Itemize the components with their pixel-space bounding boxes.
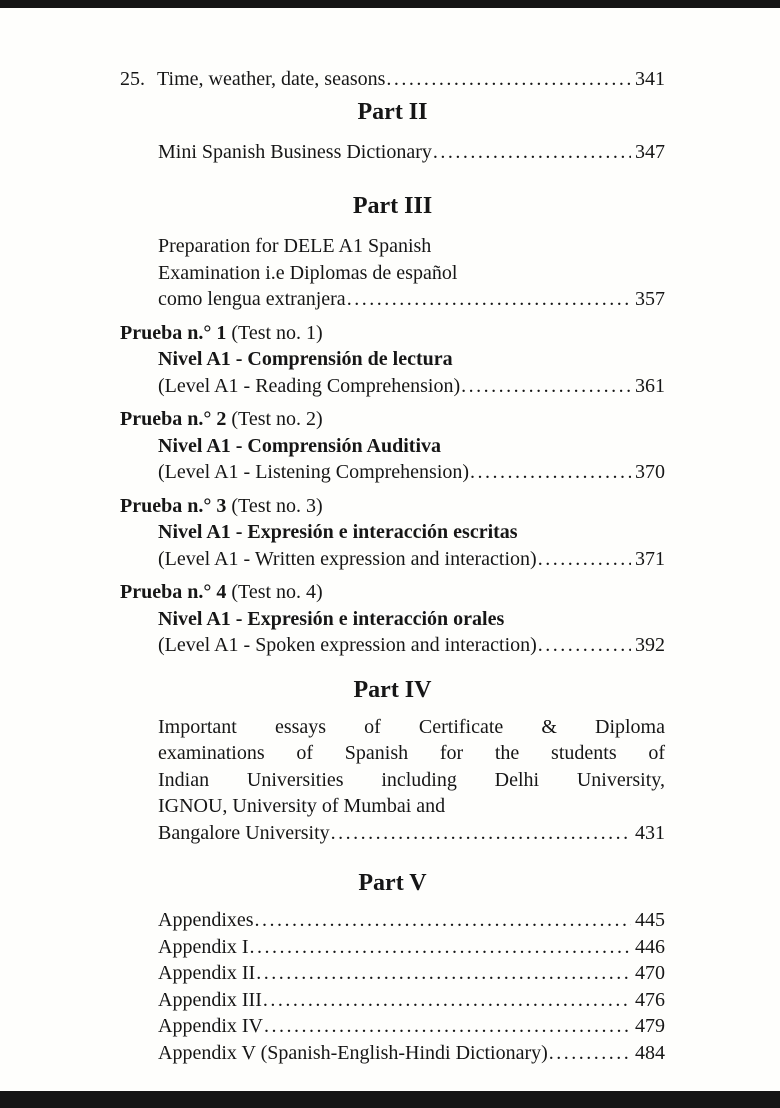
intro-last-line <box>158 286 665 313</box>
test-entry-2 <box>120 406 665 486</box>
appendix-entry <box>158 1040 665 1067</box>
toc-entry-page: 347 <box>635 140 665 163</box>
toc-entry-page: 446 <box>635 935 665 958</box>
toc-entry-label: como lengua extranjera <box>158 288 346 310</box>
dot-leader <box>549 1040 631 1067</box>
toc-entry-label: (Level A1 - Reading Comprehension) <box>158 374 461 397</box>
mini-dictionary-entry <box>158 139 665 166</box>
toc-entry-page: 479 <box>635 1015 665 1037</box>
appendix-entry <box>158 960 665 987</box>
part-iii-heading: Part III <box>352 193 433 219</box>
toc-entry-label: Mini Spanish Business Dictionary <box>158 140 432 163</box>
toc-entry-label: Appendixes <box>158 909 254 931</box>
appendix-list <box>158 907 665 1066</box>
toc-entry-page: 392 <box>635 634 665 656</box>
appendix-entry <box>158 934 665 961</box>
toc-entry-page: 445 <box>635 909 665 931</box>
dot-leader <box>538 632 631 659</box>
toc-entry-page: 357 <box>635 288 665 310</box>
intro-line: Examination i.e Diplomas de español <box>158 261 458 284</box>
toc-entry-label: Appendix V (Spanish-English-Hindi Dictionary) <box>158 1041 548 1064</box>
scan-edge-bottom <box>0 1091 780 1108</box>
part-iv-paragraph <box>158 714 665 847</box>
test-translation-line <box>158 459 665 486</box>
test-subtitle: Nivel A1 - Expresión e interacción escritas <box>158 521 518 543</box>
test-title-note: (Test no. 4) <box>231 581 323 603</box>
test-subtitle: Nivel A1 - Comprensión Auditiva <box>158 434 441 457</box>
test-entry-3 <box>120 493 665 573</box>
toc-content <box>120 0 665 1066</box>
appendix-entry <box>158 1013 665 1040</box>
paragraph-last-line <box>158 820 665 847</box>
toc-entry-page: 476 <box>635 988 665 1011</box>
toc-entry-page: 361 <box>635 374 665 397</box>
test-title-note: (Test no. 3) <box>231 494 323 517</box>
dot-leader <box>264 1013 631 1040</box>
dot-leader <box>538 546 631 573</box>
toc-entry-label: (Level A1 - Listening Comprehension) <box>158 461 470 483</box>
toc-entry-label: (Level A1 - Spoken expression and interaction) <box>158 634 537 656</box>
toc-entry-label: Time, weather, date, seasons <box>157 68 386 90</box>
test-title-bold: Prueba n.° 1 <box>120 321 227 344</box>
paragraph-line: Indian Universities including Delhi University, <box>158 768 665 791</box>
toc-entry-label: (Level A1 - Written expression and interaction) <box>158 547 537 570</box>
test-translation-line <box>158 373 665 400</box>
part-ii-heading: Part II <box>357 98 428 125</box>
test-title <box>120 493 665 520</box>
dot-leader <box>263 987 631 1014</box>
toc-entry-25 <box>120 66 665 93</box>
dot-leader <box>255 907 631 934</box>
dot-leader <box>250 934 631 961</box>
toc-entry-number: 25. <box>120 68 145 90</box>
test-title-bold: Prueba n.° 3 <box>120 494 227 517</box>
toc-entry-page: 370 <box>635 461 665 483</box>
paragraph-line: examinations of Spanish for the students of <box>158 742 665 764</box>
test-entry-1 <box>120 320 665 400</box>
toc-entry-page: 341 <box>635 68 665 90</box>
test-title-note: (Test no. 1) <box>231 321 323 344</box>
part-iv-heading: Part IV <box>353 676 432 703</box>
test-title <box>120 579 665 606</box>
part-v-heading: Part V <box>358 870 427 896</box>
test-title-bold: Prueba n.° 2 <box>120 408 227 430</box>
toc-entry-label: Appendix II <box>158 962 256 984</box>
test-entry-4 <box>120 579 665 659</box>
test-subtitle: Nivel A1 - Comprensión de lectura <box>158 348 453 370</box>
toc-entry-page: 470 <box>635 962 665 984</box>
test-title-note: (Test no. 2) <box>231 408 323 430</box>
dot-leader <box>331 820 631 847</box>
dot-leader <box>256 960 631 987</box>
test-title <box>120 406 665 433</box>
dot-leader <box>470 459 631 486</box>
test-translation-line <box>158 546 665 573</box>
toc-entry-label: Bangalore University <box>158 821 330 844</box>
paragraph-line: IGNOU, University of Mumbai and <box>158 795 446 817</box>
appendix-entry <box>158 907 665 934</box>
dot-leader <box>347 286 631 313</box>
test-translation-line <box>158 632 665 659</box>
part-iii-intro <box>158 233 665 313</box>
appendix-entry <box>158 987 665 1014</box>
test-title <box>120 320 665 347</box>
dot-leader <box>433 139 631 166</box>
toc-entry-page: 371 <box>635 547 665 570</box>
test-title-bold: Prueba n.° 4 <box>120 581 227 603</box>
test-subtitle: Nivel A1 - Expresión e interacción orales <box>158 607 505 630</box>
toc-entry-page: 431 <box>635 821 665 844</box>
toc-entry-page: 484 <box>635 1041 665 1064</box>
toc-entry-label: Appendix IV <box>158 1015 263 1037</box>
dot-leader <box>386 66 631 93</box>
toc-entry-label: Appendix I <box>158 935 249 958</box>
toc-entry-label: Appendix III <box>158 988 262 1011</box>
dot-leader <box>461 373 631 400</box>
paragraph-line: Important essays of Certificate & Diploma <box>158 715 665 738</box>
intro-line: Preparation for DELE A1 Spanish <box>158 235 432 257</box>
